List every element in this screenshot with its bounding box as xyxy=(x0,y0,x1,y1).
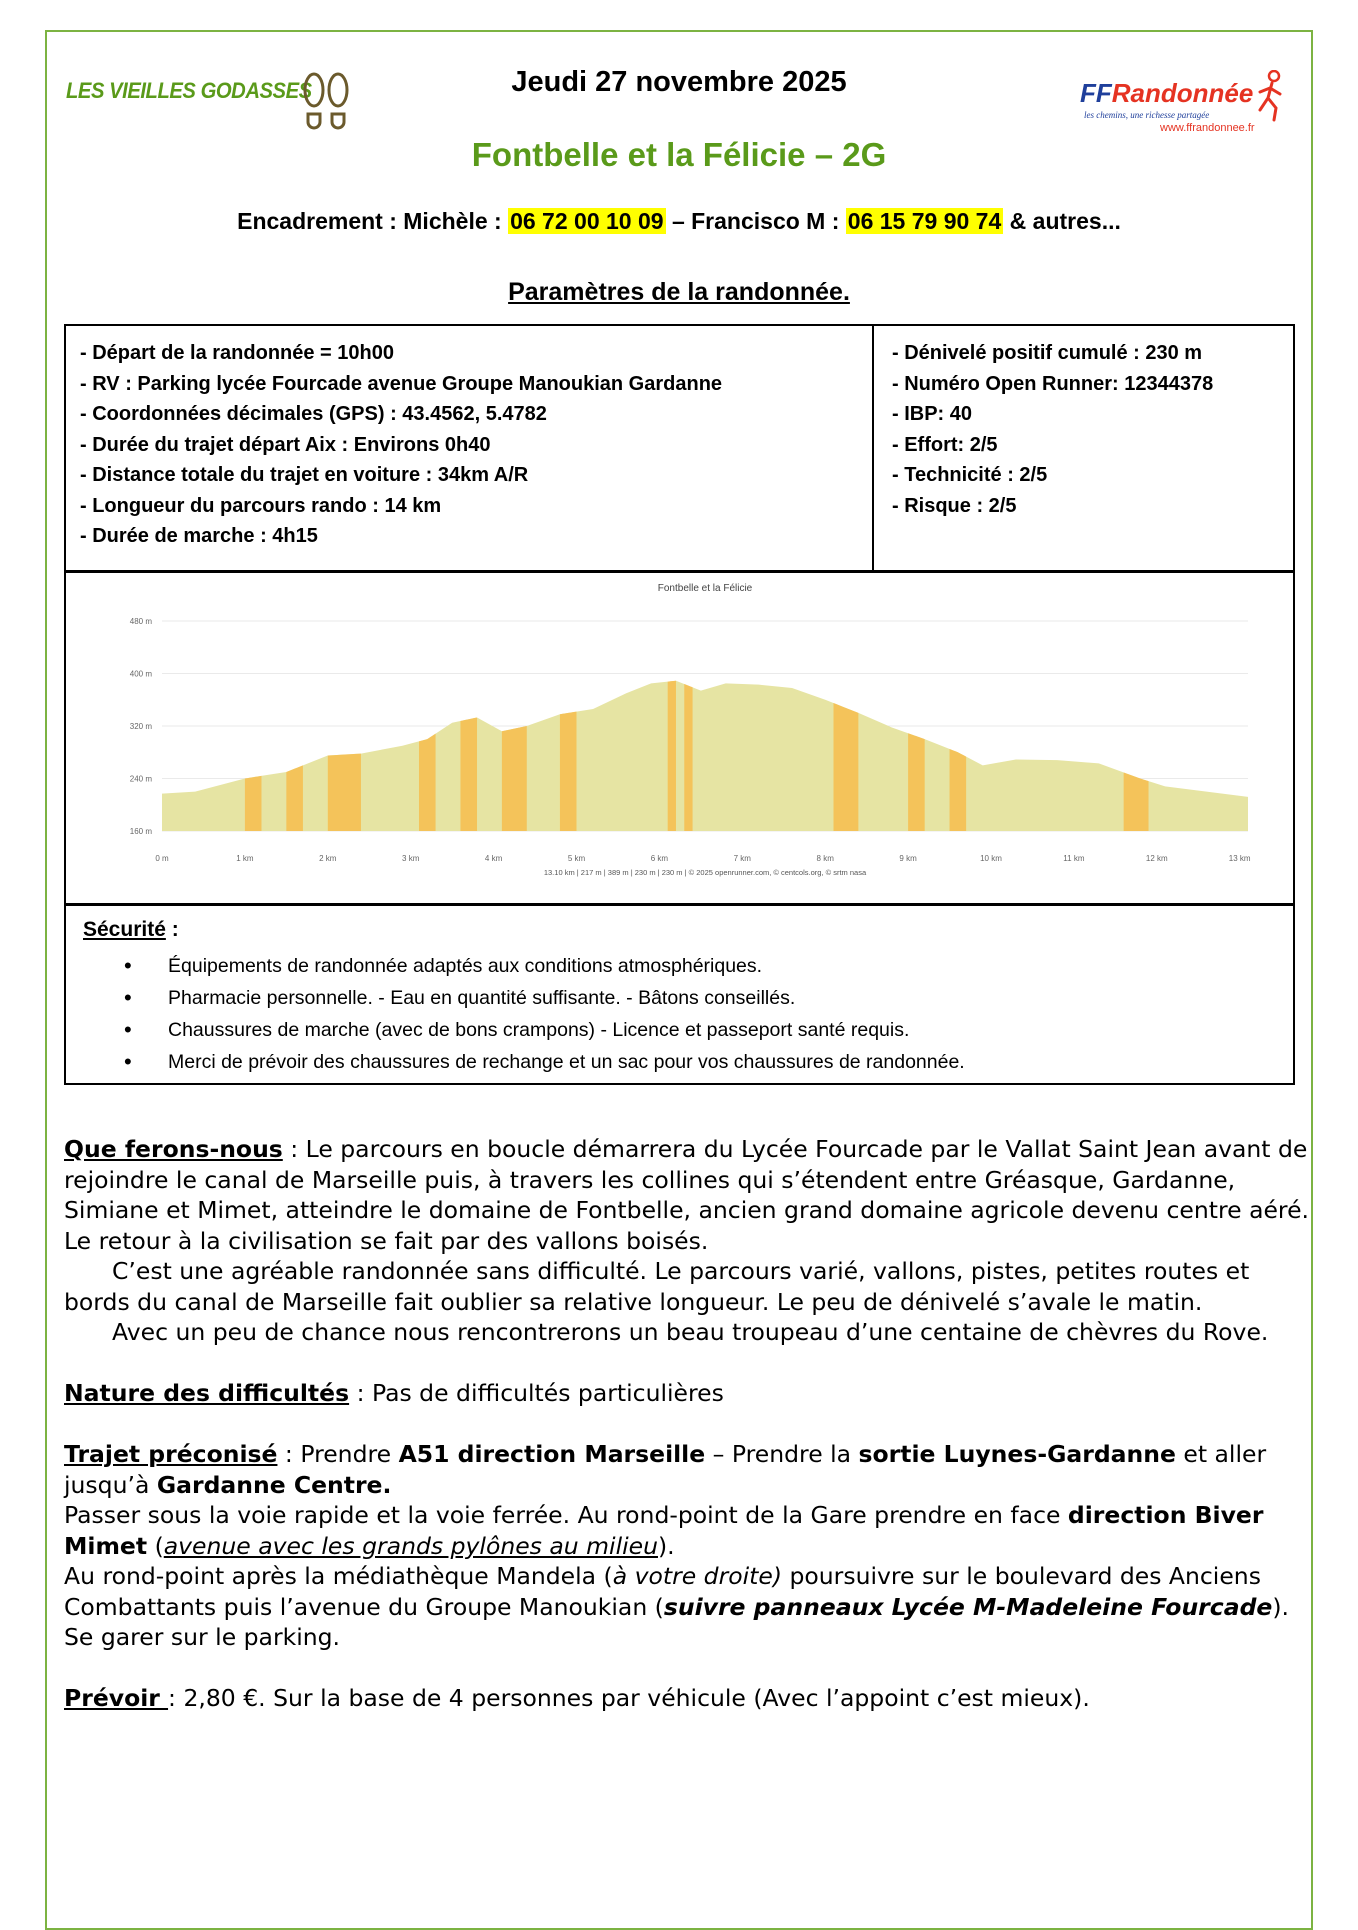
param-hike-length: - Longueur du parcours rando : 14 km xyxy=(80,494,442,517)
param-gps: - Coordonnées décimales (GPS) : 43.4562, 5.4782 xyxy=(80,403,547,425)
y-tick-label: 400 m xyxy=(129,669,152,679)
safety-item: • Pharmacie personnelle. - Eau en quantité suffisante. - Bâtons conseillés. xyxy=(86,982,965,1014)
param-risk: - Risque : 2/5 xyxy=(892,494,1017,517)
elevation-chart xyxy=(66,573,1293,903)
difficulty-band xyxy=(668,681,676,831)
y-tick-label: 240 m xyxy=(129,774,152,784)
param-start-time: - Départ de la randonnée = 10h00 xyxy=(80,342,394,364)
x-tick-label: 1 km xyxy=(236,854,254,863)
difficulty-band xyxy=(560,712,577,831)
difficulty-band xyxy=(502,726,527,831)
params-left-column xyxy=(80,338,722,552)
y-tick-label: 320 m xyxy=(129,722,152,731)
route-p4: Se garer sur le parking. xyxy=(64,1623,341,1651)
difficulty-band xyxy=(1124,772,1149,831)
x-tick-label: 8 km xyxy=(816,854,834,863)
ffr-wordmark: FFRandonnée xyxy=(1080,78,1254,108)
param-meeting-point: - RV : Parking lycée Fourcade avenue Groupe Manoukian Gardanne xyxy=(80,372,723,395)
params-divider xyxy=(872,326,874,570)
description-p3: Avec un peu de chance nous rencontrerons un beau troupeau d’une centaine de chèvres du Rove. xyxy=(112,1318,1269,1346)
param-openrunner-id: - Numéro Open Runner: 12344378 xyxy=(892,372,1214,395)
chart-title: Fontbelle et la Félicie xyxy=(657,583,753,594)
safety-box xyxy=(64,904,1295,1085)
param-walk-duration: - Durée de marche : 4h15 xyxy=(80,525,318,547)
x-tick-label: 3 km xyxy=(402,854,420,863)
difficulty-band xyxy=(419,734,436,831)
params-box xyxy=(64,324,1295,572)
hike-title: Fontbelle et la Félicie – 2G xyxy=(471,136,887,173)
x-tick-label: 6 km xyxy=(650,854,669,863)
provide: Prévoir : 2,80 €. Sur la base de 4 personnes par véhicule (Avec l’appoint c’est mieux). xyxy=(64,1684,1090,1712)
difficulty-band xyxy=(286,765,303,831)
route-label: Trajet préconisé xyxy=(64,1440,278,1468)
hiker-icon xyxy=(1252,70,1288,122)
x-tick-label: 7 km xyxy=(733,854,751,863)
ffr-url: www.ffrandonnee.fr xyxy=(1160,122,1255,134)
difficulty-band xyxy=(460,717,477,831)
difficulty-band xyxy=(950,749,967,831)
difficulty-band xyxy=(833,703,858,831)
body-text xyxy=(64,1134,1314,1714)
difficulties-label: Nature des difficultés xyxy=(64,1379,350,1407)
param-car-distance: - Distance totale du trajet en voiture : 34km A/R xyxy=(80,464,529,486)
ffr-tagline: les chemins, une richesse partagée xyxy=(1084,110,1210,120)
leaders-prefix: Encadrement : Michèle : xyxy=(237,208,502,234)
x-tick-label: 11 km xyxy=(1063,854,1085,863)
x-tick-label: 2 km xyxy=(319,854,337,863)
x-tick-label: 10 km xyxy=(980,854,1002,863)
param-elevation-gain: - Dénivelé positif cumulé : 230 m xyxy=(892,342,1203,364)
route-p2: Passer sous la voie rapide et la voie ferrée. Au rond-point de la Gare prendre en face direction Biver Mimet (avenue avec les grands pylônes au milieu). xyxy=(64,1501,1264,1560)
phone-michele: 06 72 00 10 09 xyxy=(510,208,664,234)
route-p3: Au rond-point après la médiathèque Mandela (à votre droite) poursuivre sur le boulevard des Anciens Combattants puis l’avenue du Groupe Manoukian (suivre panneaux Lycée M-Madeleine Fourcade). xyxy=(64,1562,1289,1621)
safety-list xyxy=(86,950,965,1078)
elevation-chart-box xyxy=(64,571,1295,905)
description-label: Que ferons-nous xyxy=(64,1135,283,1163)
difficulty-band xyxy=(908,733,925,831)
param-travel-duration: - Durée du trajet départ Aix : Environs 0h40 xyxy=(80,433,491,456)
x-tick-label: 12 km xyxy=(1145,854,1168,863)
description-p1: Que ferons-nous : Le parcours en boucle démarrera du Lycée Fourcade par le Vallat Saint Jean avant de rejoindre le canal de Marseille puis, à travers les collines qui s’étendent entre Gréasque, Gardanne, Simiane et Mimet, atteindre le domaine de Fontbelle, ancien grand domaine agricole devenu centre aéré. Le retour à la civilisation se fait par des vallons boisés. xyxy=(64,1135,1309,1255)
y-tick-label: 160 m xyxy=(129,827,152,836)
y-tick-label: 480 m xyxy=(129,617,152,626)
description-p2: C’est une agréable randonnée sans difficulté. Le parcours varié, vallons, pistes, petites routes et bords du canal de Marseille fait oublier sa relative longueur. Le peu de dénivelé s’avale le matin. xyxy=(64,1257,1250,1316)
difficulties: Nature des difficultés : Pas de difficultés particulières xyxy=(64,1379,724,1407)
safety-item: • Équipements de randonnée adaptés aux conditions atmosphériques. xyxy=(86,950,965,982)
route-p1: Trajet préconisé : Prendre A51 direction Marseille – Prendre la sortie Luynes-Gardanne et aller jusqu’à Gardanne Centre. xyxy=(64,1440,1267,1499)
difficulty-band xyxy=(245,776,262,831)
safety-title: Sécurité : xyxy=(83,918,179,941)
param-effort: - Effort: 2/5 xyxy=(892,433,998,456)
x-tick-label: 13 km xyxy=(1228,854,1251,863)
param-ibp: - IBP: 40 xyxy=(892,403,973,425)
leaders-suffix: & autres... xyxy=(1009,208,1121,234)
param-technicity: - Technicité : 2/5 xyxy=(892,464,1048,486)
params-right-column xyxy=(892,338,1213,521)
difficulty-band xyxy=(328,754,361,831)
chart-stats: 13.10 km | 217 m | 389 m | 230 m | 230 m | © 2025 openrunner.com, © centcols.org, © srtm nasa xyxy=(543,868,867,877)
params-heading: Paramètres de la randonnée. xyxy=(508,278,850,306)
difficulty-band xyxy=(684,684,692,831)
phone-francisco: 06 15 79 90 74 xyxy=(847,208,1002,234)
x-tick-label: 0 m xyxy=(155,854,169,863)
leaders-middle: – Francisco M : xyxy=(671,208,840,234)
club-logo: LES VIEILLES GODASSES xyxy=(66,78,312,103)
provide-label: Prévoir xyxy=(64,1684,169,1712)
safety-item: • Chaussures de marche (avec de bons crampons) - Licence et passeport santé requis. xyxy=(86,1014,965,1046)
elevation-area xyxy=(162,681,1248,831)
hike-date: Jeudi 27 novembre 2025 xyxy=(511,66,847,98)
x-tick-label: 5 km xyxy=(567,854,586,863)
x-tick-label: 4 km xyxy=(484,854,503,863)
x-tick-label: 9 km xyxy=(899,854,917,863)
leaders-line xyxy=(0,208,1358,235)
safety-item: • Merci de prévoir des chaussures de rechange et un sac pour vos chaussures de randonnée. xyxy=(86,1046,965,1078)
